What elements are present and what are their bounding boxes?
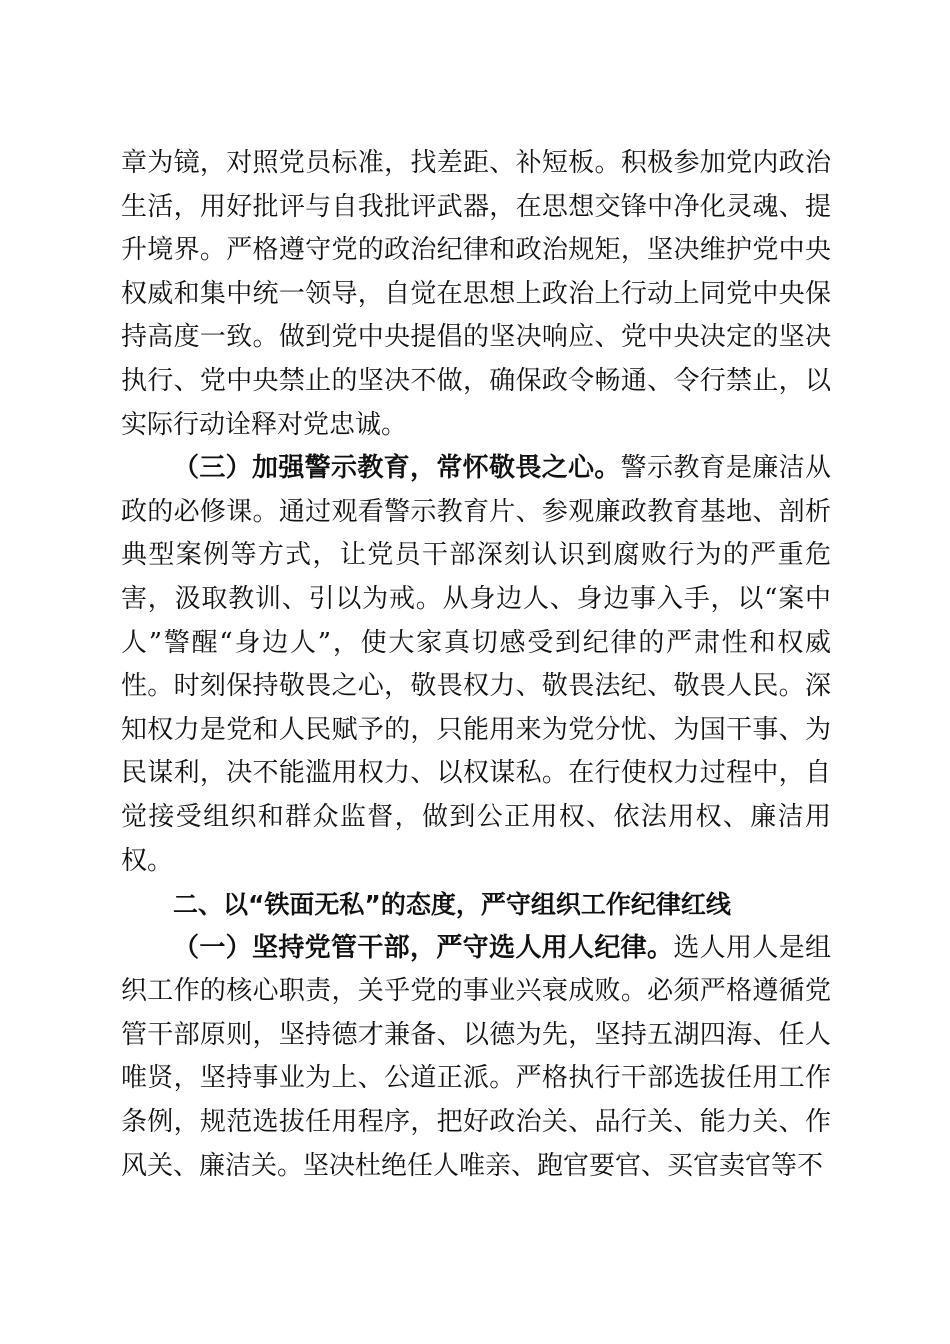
section-two-heading: 二、以“铁面无私”的态度，严守组织工作纪律红线 [173, 890, 731, 920]
paragraph-lead-three: （三）加强警示教育，常怀敬畏之心。 [173, 453, 621, 484]
paragraph-cadre-management [121, 927, 831, 1189]
paragraph-warning-education [121, 447, 831, 883]
paragraph-body-three: 警示教育是廉洁从政的必修课。通过观看警示教育片、参观廉政教育基地、剖析典型案例等方式，让党员干部深刻认识到腐败行为的严重危害，汲取教训、引以为戒。从身边人、身边事入手，以“案中人”警醒“身边人”，使大家真切感受到纪律的严肃性和权威性。时刻保持敬畏之心，敬畏权力、敬畏法纪、敬畏人民。深知权力是党和人民赋予的，只能用来为党分忧、为国干事、为民谋利，决不能滥用权力、以权谋私。在行使权力过程中，自觉接受组织和群众监督，做到公正用权、依法用权、廉洁用权。 [121, 453, 831, 876]
paragraph-lead-one: （一）坚持党管干部，严守选人用人纪律。 [173, 932, 674, 963]
paragraph-continuation: 章为镜，对照党员标准，找差距、补短板。积极参加党内政治生活，用好批评与自我批评武器，在思想交锋中净化灵魂、提升境界。严格遵守党的政治纪律和政治规矩，坚决维护党中央权威和集中统一领导，自觉在思想上政治上行动上同党中央保持高度一致。做到党中央提倡的坚决响应、党中央决定的坚决执行、党中央禁止的坚决不做，确保政令畅通、令行禁止，以实际行动诠释对党忠诚。 [121, 148, 831, 440]
paragraph-body-one: 选人用人是组织工作的核心职责，关乎党的事业兴衰成败。必须严格遵循党管干部原则，坚持德才兼备、以德为先，坚持五湖四海、任人唯贤，坚持事业为上、公道正派。严格执行干部选拔任用工作条例，规范选拔任用程序，把好政治关、品行关、能力关、作风关、廉洁关。坚决杜绝任人唯亲、跑官要官、买官卖官等不 [121, 932, 831, 1181]
document-body [121, 142, 831, 1188]
